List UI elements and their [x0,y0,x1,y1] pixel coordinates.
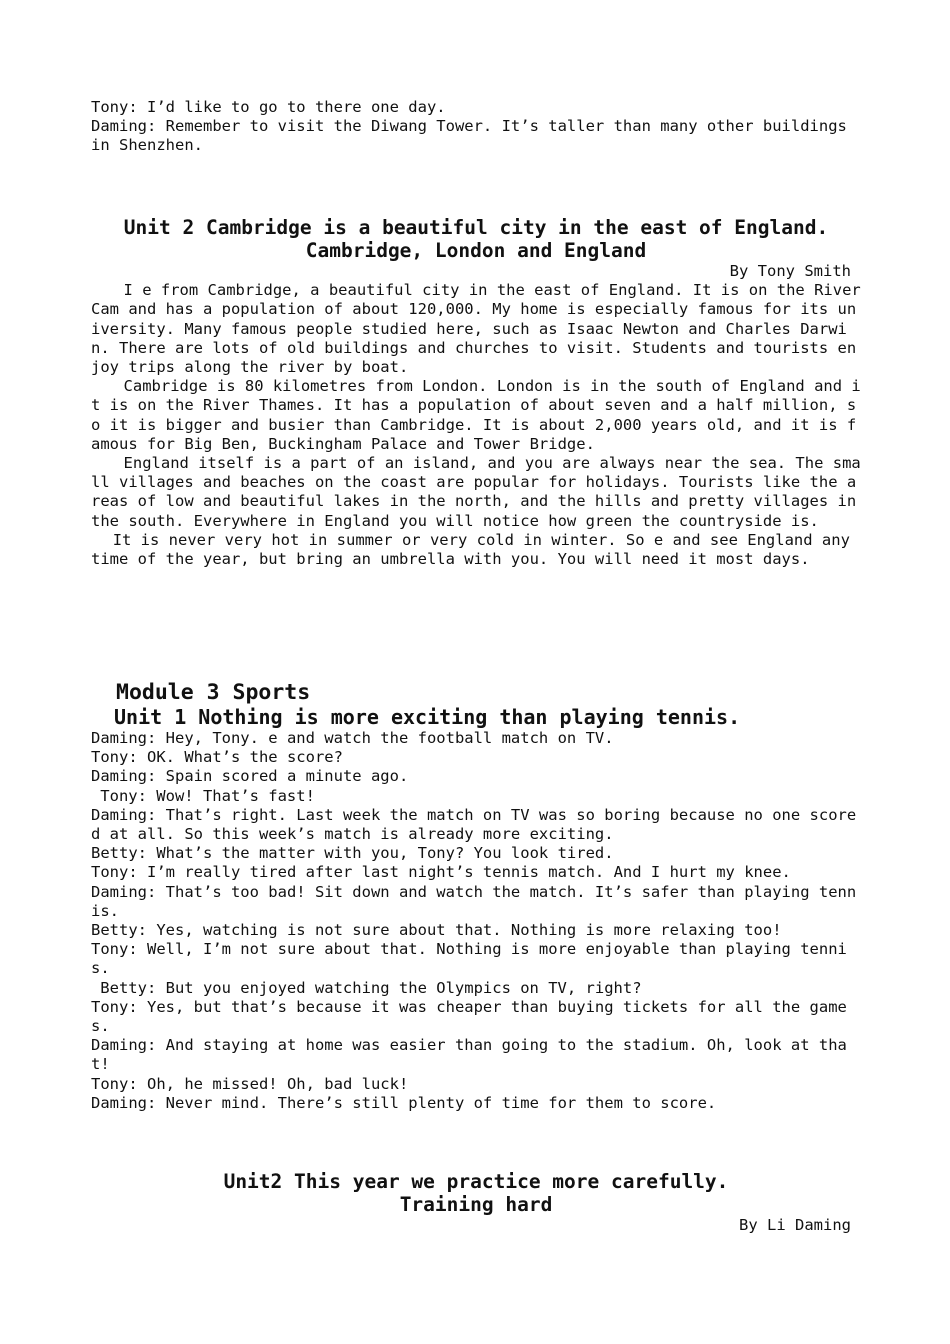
author-byline: By Tony Smith [729,262,851,280]
dialogue-line: Daming: And staying at home was easier than going to the stadium. Oh, look at that! [91,1036,847,1074]
unit-heading: Unit2 This year we practice more carefully. [223,1170,729,1193]
paragraph: I e from Cambridge, a beautiful city in the east of England. It is on the River Cam and has a population of about 120,000. My home is especially famous for its university. Many famous people studied here, such as Isaac Newton and Charles Darwin. There are lots of old buildings and churches to visit. Students and tourists enjoy trips along the river by boat. [91,281,871,377]
unit2-cambridge-section [91,216,871,569]
dialogue-line: Tony: I’m really tired after last night’s tennis match. And I hurt my knee. [91,863,791,882]
dialogue-line: Betty: Yes, watching is not sure about that. Nothing is more relaxing too! [91,921,782,940]
module-title: Module 3 Sports [116,680,311,705]
passage-title: Training hard [399,1193,553,1216]
dialogue-line: Daming: Hey, Tony. e and watch the football match on TV. [91,729,614,747]
unit-heading: Unit 2 Cambridge is a beautiful city in the east of England. [123,216,829,239]
dialogue-line: Betty: What’s the matter with you, Tony? You look tired. [91,844,614,863]
dialogue-line: Daming: Remember to visit the Diwang Tower. It’s taller than many other buildings in Shenzhen. [91,117,857,155]
dialogue-line: Daming: That’s right. Last week the match on TV was so boring because no one scored at all. So this week’s match is already more exciting. [91,805,857,844]
dialogue-line: Daming: Spain scored a minute ago. [91,767,409,786]
dialogue-line: Betty: But you enjoyed watching the Olympics on TV, right? [100,978,642,997]
paragraph: It is never very hot in summer or very cold in winter. So e and see England any time of the year, but bring an umbrella with you. You will need it most days. [91,530,860,569]
dialogue-line: Tony: Yes, but that’s because it was cheaper than buying tickets for all the games. [91,997,847,1036]
module3-sports-section [91,680,861,1113]
author-byline: By Li Daming [739,1216,851,1234]
paragraph: Cambridge is 80 kilometres from London. London is in the south of England and it is on the River Thames. It has a population of about seven and a half million, so it is bigger and busier than Cambridge. It is about 2,000 years old, and it is famous for Big Ben, Buckingham Palace and Tower Bridge. [91,377,861,453]
dialogue-line: Daming: That’s too bad! Sit down and watch the match. It’s safer than playing tennis. [91,882,857,920]
dialogue-line: Tony: OK. What’s the score? [91,748,343,767]
dialogue-line: Daming: Never mind. There’s still plenty of time for them to score. [91,1093,717,1112]
unit-heading: Unit 1 Nothing is more exciting than playing tennis. [114,705,741,729]
dialogue-line: Tony: Oh, he missed! Oh, bad luck! [91,1074,409,1093]
dialogue-line: Tony: I’d like to go to there one day. [91,98,446,116]
dialogue-line: Tony: Well, I’m not sure about that. Nothing is more enjoyable than playing tennis. [91,940,847,978]
dialogue-continuation [91,98,861,156]
dialogue-line: Tony: Wow! That’s fast! [100,786,315,805]
passage-title: Cambridge, London and England [305,239,647,262]
paragraph: England itself is a part of an island, and you are always near the sea. The small villages and beaches on the coast are popular for holidays. Tourists like the areas of low and beautiful lakes in the north, and the hills and pretty villages in the south. Everywhere in England you will notice how green the countryside is. [91,454,866,530]
unit2-training-section [91,1170,861,1235]
